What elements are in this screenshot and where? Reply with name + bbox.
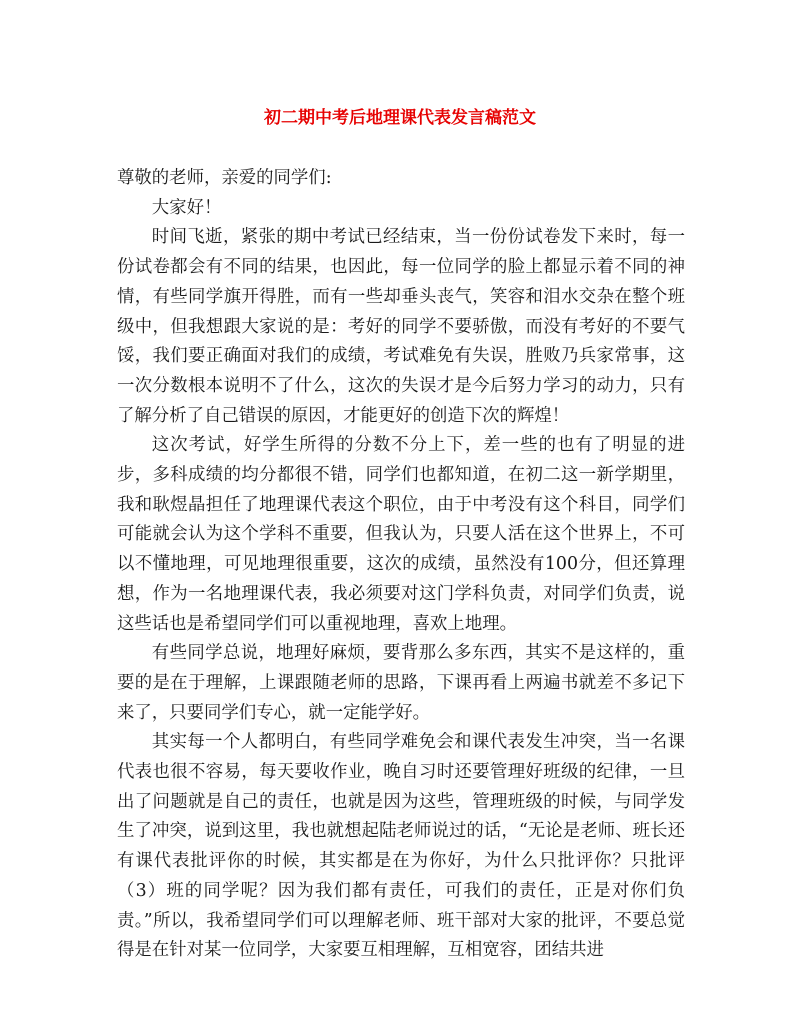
document-title: 初二期中考后地理课代表发言稿范文 <box>264 108 536 128</box>
document-body <box>117 164 685 966</box>
paragraph-greeting: 大家好！ <box>151 197 222 218</box>
paragraph-understanding: 其实每一个人都明白，有些同学难免会和课代表发生冲突，当一名课代表也很不容易，每天要收作业，晚自习时还要管理好班级的纪律，一旦出了问题就是自己的责任，也就是因为这些，管理班级的时候，与同学发生了冲突，说到这里，我也就想起陆老师说过的话，“无论是老师、班长还有课代表批评你的时候，其实都是在为你好，为什么只批评你？只批评（3）班的同学呢？因为我们都有责任，可我们的责任，正是对你们负责。”所以，我希望同学们可以理解老师、班干部对大家的批评，不要总觉得是在针对某一位同学，大家要互相理解，互相宽容，团结共进 <box>117 732 685 961</box>
salutation: 尊敬的老师，亲爱的同学们: <box>117 168 332 188</box>
paragraph-study-advice: 有些同学总说，地理好麻烦，要背那么多东西，其实不是这样的，重要的是在于理解，上课跟随老师的思路，下课再看上两遍书就差不多记下来了，只要同学们专心，就一定能学好。 <box>117 643 685 723</box>
paragraph-geography-importance: 这次考试，好学生所得的分数不分上下，差一些的也有了明显的进步，多科成绩的均分都很不错，同学们也都知道，在初二这一新学期里，我和耿煜晶担任了地理课代表这个职位，由于中考没有这个科目，同学们可能就会认为这个学科不重要，但我认为，只要人活在这个世界上，不可以不懂地理，可见地理很重要，这次的成绩，虽然没有100分，但还算理想，作为一名地理课代表，我必须要对这门学科负责，对同学们负责，说这些话也是希望同学们可以重视地理，喜欢上地理。 <box>117 435 685 634</box>
paragraph-exam-results: 时间飞逝，紧张的期中考试已经结束，当一份份试卷发下来时，每一份试卷都会有不同的结果，也因此，每一位同学的脸上都显示着不同的神情，有些同学旗开得胜，而有一些却垂头丧气，笑容和泪水交杂在整个班级中，但我想跟大家说的是：考好的同学不要骄傲，而没有考好的不要气馁，我们要正确面对我们的成绩，考试难免有失误，胜败乃兵家常事，这一次分数根本说明不了什么，这次的失误才是今后努力学习的动力，只有了解分析了自己错误的原因，才能更好的创造下次的辉煌！ <box>117 227 685 426</box>
